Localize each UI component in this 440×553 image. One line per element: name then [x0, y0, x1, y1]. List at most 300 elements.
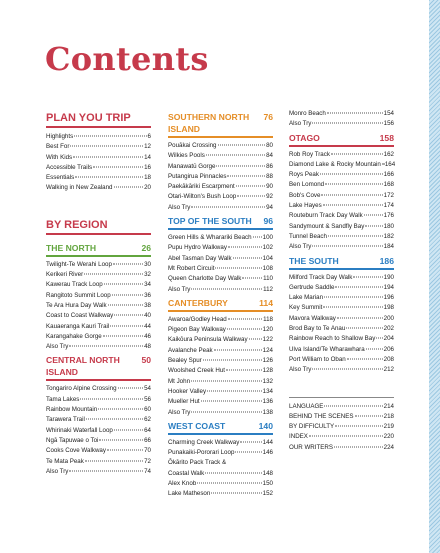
toc-entry-page-number: 168	[383, 181, 394, 189]
toc-entry-title: Bob's Cove	[289, 191, 321, 199]
toc-entry[interactable]	[46, 436, 151, 446]
toc-entry[interactable]	[289, 109, 394, 119]
toc-entry-title: Port William to Oban	[289, 355, 346, 363]
toc-entry[interactable]	[46, 173, 151, 183]
toc-entry[interactable]	[289, 293, 394, 303]
toc-entry[interactable]	[168, 243, 273, 253]
toc-entry-title: Accessible Trails	[46, 163, 93, 171]
toc-entry-page-number: 164	[384, 160, 396, 168]
toc-entry[interactable]	[289, 443, 394, 453]
toc-entry[interactable]	[289, 273, 394, 283]
toc-entry-page-number: 156	[383, 120, 394, 128]
toc-entry[interactable]	[289, 170, 394, 180]
toc-entry-page-number: 144	[262, 438, 273, 446]
toc-list-canterbury	[168, 315, 273, 418]
toc-entry-leader-dots	[206, 155, 265, 156]
toc-list-top-south	[168, 233, 273, 295]
toc-entry-leader-dots	[236, 186, 265, 187]
toc-entry[interactable]	[168, 387, 273, 397]
toc-entry[interactable]	[168, 408, 273, 418]
toc-entry-leader-dots	[226, 370, 262, 371]
toc-entry-leader-dots	[191, 206, 265, 207]
toc-entry-title: Ngā Tapuwae o Toi	[46, 436, 99, 444]
toc-list-southern	[168, 141, 273, 213]
toc-entry-leader-dots	[191, 411, 261, 412]
toc-entry-title: Gertrude Saddle	[289, 283, 335, 291]
toc-entry[interactable]	[46, 322, 151, 332]
toc-entry-leader-dots	[382, 163, 384, 164]
toc-entry-page-number: 118	[263, 315, 273, 323]
toc-entry-title: Pouākai Crossing	[168, 142, 217, 149]
toc-entry-title: Rainbow Mountain	[46, 406, 98, 414]
toc-entry-leader-dots	[69, 470, 143, 471]
toc-entry-title: Tongariro Alpine Crossing	[46, 385, 117, 393]
toc-entry-title: OUR WRITERS	[289, 443, 333, 451]
region-heading-top-of-the-south[interactable]: TOP OF THE SOUTH 96	[168, 215, 273, 230]
toc-entry[interactable]	[168, 325, 273, 335]
toc-entry-page-number: 64	[144, 426, 151, 434]
toc-entry[interactable]	[289, 412, 394, 422]
toc-entry[interactable]	[46, 457, 151, 467]
toc-column-1	[46, 111, 151, 477]
toc-entry-page-number: 132	[262, 377, 273, 385]
page-edge-texture	[429, 0, 440, 553]
toc-entry-leader-dots	[191, 288, 262, 289]
toc-entry-title: Putangirua Pinnacles	[168, 172, 227, 180]
toc-entry-page-number: 198	[383, 304, 394, 312]
toc-entry-leader-dots	[325, 184, 383, 185]
toc-entry[interactable]	[46, 405, 151, 415]
toc-list-central	[46, 384, 151, 477]
toc-entry-title: With Kids	[46, 153, 73, 161]
toc-entry-page-number: 150	[262, 480, 273, 488]
toc-entry[interactable]	[46, 153, 151, 163]
toc-entry[interactable]	[168, 162, 273, 172]
toc-entry-page-number: 40	[144, 312, 151, 320]
toc-entry-title: Paekākāriki Escarpment	[168, 183, 235, 191]
toc-entry[interactable]	[289, 283, 394, 293]
toc-entry-leader-dots	[211, 493, 261, 494]
toc-entry-leader-dots	[114, 187, 144, 188]
toc-entry[interactable]	[168, 192, 273, 202]
toc-entry-page-number: 172	[383, 191, 394, 199]
toc-entry-leader-dots	[323, 205, 383, 206]
toc-entry[interactable]	[168, 172, 273, 182]
toc-entry[interactable]	[289, 222, 394, 232]
toc-entry[interactable]	[168, 182, 273, 192]
toc-column-2	[168, 111, 273, 500]
toc-entry-leader-dots	[312, 123, 382, 124]
toc-entry-leader-dots	[353, 276, 382, 277]
toc-entry-page-number: 206	[383, 345, 394, 353]
toc-entry[interactable]	[168, 397, 273, 407]
toc-entry[interactable]	[46, 384, 151, 394]
toc-entry-page-number: 46	[144, 332, 151, 340]
toc-entry[interactable]	[289, 201, 394, 211]
toc-entry-page-number: 90	[266, 183, 273, 191]
toc-entry-title: Kawerau Track Loop	[46, 281, 103, 289]
toc-entry-title: Punakaiki-Pororari Loop	[168, 449, 235, 457]
toc-entry-page-number: 20	[144, 184, 151, 192]
toc-entry-leader-dots	[197, 483, 261, 484]
toc-entry-title: Pupu Hydro Walkway	[168, 244, 227, 252]
toc-entry-page-number: 146	[262, 449, 273, 457]
toc-entry-title: Best For	[46, 143, 70, 151]
toc-entry-title: Brod Bay to Te Anau	[289, 325, 346, 333]
toc-entry[interactable]	[168, 469, 273, 479]
toc-entry-page-number: 190	[383, 273, 394, 281]
toc-entry[interactable]	[289, 432, 394, 442]
toc-entry-title: Queen Charlotte Day Walk	[168, 275, 242, 283]
toc-entry[interactable]	[46, 467, 151, 477]
toc-entry-page-number: 212	[383, 366, 394, 374]
toc-entry-leader-dots	[69, 346, 143, 347]
toc-entry[interactable]	[289, 402, 394, 412]
toc-entry-page-number: 70	[144, 447, 151, 455]
toc-entry-leader-dots	[346, 328, 382, 329]
toc-entry-page-number: 176	[383, 212, 394, 220]
toc-entry-title: Rangitoto Summit Loop	[46, 291, 111, 299]
toc-entry-page-number: 100	[262, 234, 273, 242]
toc-entry[interactable]	[289, 324, 394, 334]
toc-entry[interactable]	[46, 270, 151, 280]
toc-entry-leader-dots	[327, 113, 383, 114]
toc-entry-title: Pigeon Bay Walkway	[168, 326, 226, 334]
toc-entry-page-number: 54	[144, 385, 151, 393]
toc-entry[interactable]	[46, 426, 151, 436]
region-heading-north[interactable]: THE NORTH 26	[46, 242, 151, 257]
toc-entry[interactable]	[46, 342, 151, 352]
toc-entry-leader-dots	[242, 278, 262, 279]
toc-entry-leader-dots	[347, 358, 383, 359]
toc-entry-leader-dots	[335, 426, 383, 427]
toc-entry-page-number: 120	[262, 326, 273, 334]
toc-entry-leader-dots	[324, 297, 383, 298]
toc-entry-title: Twilight-Te Werahi Loop	[46, 260, 112, 268]
toc-list-north	[46, 260, 151, 353]
toc-entry-title: Key Summit	[289, 304, 323, 312]
toc-entry-leader-dots	[80, 398, 143, 399]
toc-entry-page-number: 202	[383, 325, 394, 333]
region-heading-otago[interactable]: OTAGO 158	[289, 132, 394, 147]
toc-entry-page-number: 138	[262, 408, 273, 416]
toc-entry-title: Tama Lakes	[46, 395, 80, 403]
toc-entry-page-number: 200	[383, 314, 394, 322]
toc-entry[interactable]	[46, 163, 151, 173]
region-heading-the-south[interactable]: THE SOUTH 186	[289, 255, 394, 270]
toc-list-back-matter	[289, 402, 394, 453]
toc-entry-title: Diamond Lake & Rocky Mountain	[289, 160, 381, 168]
toc-entry-page-number: 124	[262, 346, 273, 354]
toc-entry-leader-dots	[108, 304, 143, 305]
toc-entry-title: Green Hills & Wharariki Beach	[168, 234, 252, 242]
toc-entry-page-number: 152	[262, 490, 273, 498]
toc-entry-title: Coast to Coast Walkway	[46, 312, 114, 320]
toc-entry-page-number: 104	[262, 254, 273, 262]
toc-entry-title: Mt Robert Circuit	[168, 264, 215, 272]
toc-entry-leader-dots	[114, 315, 143, 316]
toc-entry-leader-dots	[366, 348, 383, 349]
toc-entry-title: Whirinaki Waterfall Loop	[46, 426, 113, 434]
toc-entry-page-number: 182	[383, 232, 394, 240]
toc-entry[interactable]	[168, 141, 273, 151]
toc-entry-leader-dots	[113, 263, 143, 264]
toc-entry-page-number: 32	[144, 271, 151, 279]
toc-entry-title: Kerikeri River	[46, 271, 84, 279]
toc-entry-title: Karangahake Gorge	[46, 332, 102, 340]
region-heading-canterbury[interactable]: CANTERBURY 114	[168, 297, 273, 312]
toc-entry-page-number: 220	[383, 433, 394, 441]
toc-entry-page-number: 214	[383, 402, 394, 410]
toc-entry-page-number: 62	[144, 416, 151, 424]
toc-entry-title: Also Try	[168, 285, 191, 293]
toc-entry-leader-dots	[240, 441, 261, 442]
toc-entry[interactable]	[168, 151, 273, 161]
toc-entry-leader-dots	[84, 274, 143, 275]
toc-entry-title: Te Mata Peak	[46, 457, 84, 465]
toc-entry-page-number: 219	[383, 423, 394, 431]
toc-entry[interactable]	[168, 335, 273, 345]
toc-entry-title: LANGUAGE	[289, 402, 324, 410]
region-heading-central-north-island[interactable]: CENTRAL NORTH ISLAND 50	[46, 354, 151, 381]
toc-entry-leader-dots	[205, 472, 261, 473]
toc-entry-page-number: 208	[383, 355, 394, 363]
toc-entry-title: Ulva Island/Te Wharawhara	[289, 345, 365, 353]
toc-entry-title: Lake Hayes	[289, 202, 322, 210]
toc-entry-title: Also Try	[289, 366, 312, 374]
toc-entry-leader-dots	[237, 196, 265, 197]
toc-entry-page-number: 204	[383, 335, 394, 343]
toc-entry-title: Lake Matheson	[168, 490, 211, 498]
toc-entry-leader-dots	[335, 286, 382, 287]
toc-entry-title: Walking in New Zealand	[46, 184, 113, 192]
toc-entry-page-number: 108	[262, 264, 273, 272]
toc-entry[interactable]	[46, 311, 151, 321]
toc-list-west-coast	[168, 438, 273, 500]
toc-entry-leader-dots	[98, 409, 143, 410]
toc-entry-title: Alex Knob	[168, 480, 197, 488]
toc-entry-title: INDEX	[289, 433, 308, 441]
toc-entry-leader-dots	[99, 439, 143, 440]
toc-entry-leader-dots	[207, 390, 262, 391]
section-heading-plan: PLAN YOU TRIP	[46, 111, 151, 128]
toc-entry-leader-dots	[216, 165, 265, 166]
toc-entry[interactable]	[168, 274, 273, 284]
toc-entry[interactable]	[168, 377, 273, 387]
toc-entry-page-number: 166	[383, 171, 394, 179]
toc-entry[interactable]	[289, 191, 394, 201]
toc-entry-leader-dots	[203, 360, 262, 361]
toc-entry-leader-dots	[110, 325, 143, 326]
toc-entry-page-number: 72	[144, 457, 151, 465]
toc-entry-title: Also Try	[46, 467, 69, 475]
toc-entry-leader-dots	[103, 335, 143, 336]
toc-entry[interactable]	[46, 280, 151, 290]
toc-entry[interactable]	[168, 438, 273, 448]
toc-entry[interactable]	[168, 366, 273, 376]
toc-entry-leader-dots	[107, 450, 143, 451]
toc-entry-leader-dots	[355, 415, 383, 416]
toc-entry[interactable]	[46, 142, 151, 152]
toc-entry-page-number: 196	[383, 294, 394, 302]
toc-entry-page-number: 154	[383, 110, 394, 117]
toc-entry[interactable]	[168, 285, 273, 295]
toc-entry-leader-dots	[334, 446, 383, 447]
toc-entry-page-number: 162	[383, 150, 394, 158]
toc-entry[interactable]	[168, 489, 273, 499]
toc-entry-leader-dots	[118, 388, 144, 389]
toc-entry-title: Tarawera Trail	[46, 416, 85, 424]
toc-entry-leader-dots	[365, 225, 382, 226]
toc-list-the-south	[289, 273, 394, 376]
toc-entry-leader-dots	[104, 284, 143, 285]
toc-entry-leader-dots	[228, 318, 262, 319]
toc-entry[interactable]	[46, 291, 151, 301]
toc-entry-page-number: 122	[262, 336, 273, 344]
toc-entry-title: Cooks Cove Walkway	[46, 447, 106, 455]
toc-entry[interactable]	[168, 356, 273, 366]
toc-entry-title: Mavora Walkway	[289, 314, 336, 322]
toc-entry[interactable]	[168, 264, 273, 274]
toc-entry-page-number: 92	[266, 193, 273, 201]
toc-entry[interactable]	[168, 254, 273, 264]
toc-entry-leader-dots	[86, 419, 143, 420]
toc-entry-leader-dots	[312, 246, 382, 247]
toc-entry-page-number: 148	[262, 469, 273, 477]
toc-entry[interactable]	[289, 314, 394, 324]
toc-entry[interactable]	[168, 203, 273, 213]
toc-entry-leader-dots	[228, 247, 262, 248]
toc-entry-page-number: 34	[144, 281, 151, 289]
toc-entry-leader-dots	[331, 153, 383, 154]
toc-entry[interactable]	[168, 448, 273, 458]
toc-entry-page-number: 126	[262, 357, 273, 365]
toc-entry-page-number: 6	[147, 133, 151, 140]
toc-list-west-coast-continued	[289, 109, 394, 130]
toc-entry-title: Essentials	[46, 174, 75, 182]
toc-entry-leader-dots	[75, 177, 143, 178]
toc-entry-title: Awaroa/Godley Head	[168, 315, 227, 323]
toc-entry[interactable]	[289, 365, 394, 375]
toc-entry-page-number: 184	[383, 243, 394, 251]
toc-entry-page-number: 94	[266, 203, 273, 211]
toc-entry[interactable]	[168, 315, 273, 325]
toc-entry[interactable]	[168, 458, 273, 468]
toc-entry-page-number: 48	[144, 343, 151, 351]
toc-entry[interactable]	[289, 242, 394, 252]
toc-entry-page-number: 56	[144, 395, 151, 403]
back-matter-divider	[289, 397, 394, 399]
toc-entry-page-number: 18	[144, 174, 151, 182]
toc-entry-page-number: 112	[263, 285, 273, 293]
toc-entry-title: Bealey Spur	[168, 357, 202, 365]
toc-entry-title: Milford Track Day Walk	[289, 273, 353, 281]
toc-entry-leader-dots	[85, 460, 143, 461]
toc-entry[interactable]	[289, 150, 394, 160]
toc-entry[interactable]	[289, 211, 394, 221]
toc-entry[interactable]	[46, 332, 151, 342]
toc-entry[interactable]	[46, 395, 151, 405]
toc-entry-title: Also Try	[168, 408, 191, 416]
toc-entry[interactable]	[46, 415, 151, 425]
toc-entry[interactable]	[46, 446, 151, 456]
page-title: Contents	[45, 40, 209, 78]
toc-entry-leader-dots	[74, 136, 146, 137]
section-heading-by-region: BY REGION	[46, 218, 151, 235]
toc-entry-title: Ben Lomond	[289, 181, 325, 189]
toc-entry-title: Manawatū Gorge	[168, 162, 216, 170]
toc-entry-leader-dots	[93, 166, 143, 167]
toc-entry[interactable]	[289, 180, 394, 190]
toc-entry-page-number: 66	[144, 436, 151, 444]
toc-entry[interactable]	[46, 260, 151, 270]
toc-entry[interactable]	[289, 160, 394, 170]
toc-entry-title: Ōkārito Pack Track &	[168, 459, 227, 467]
toc-entry-title: Also Try	[289, 243, 312, 251]
toc-entry[interactable]	[168, 346, 273, 356]
toc-entry-page-number: 12	[144, 143, 151, 151]
toc-entry[interactable]	[46, 132, 151, 142]
toc-entry-page-number: 194	[383, 283, 394, 291]
toc-entry[interactable]	[168, 479, 273, 489]
toc-entry-title: Abel Tasman Day Walk	[168, 254, 232, 262]
toc-entry-title: Rob Roy Track	[289, 150, 330, 158]
toc-entry-leader-dots	[235, 452, 261, 453]
toc-entry-page-number: 36	[144, 291, 151, 299]
toc-entry[interactable]	[289, 345, 394, 355]
toc-entry-title: Hooker Valley	[168, 387, 207, 395]
toc-entry-page-number: 136	[262, 398, 273, 406]
toc-entry-leader-dots	[323, 307, 382, 308]
toc-entry[interactable]	[168, 233, 273, 243]
toc-entry-page-number: 80	[266, 142, 273, 149]
toc-entry[interactable]	[289, 119, 394, 129]
toc-entry-title: BEHIND THE SCENES	[289, 412, 354, 420]
toc-entry-leader-dots	[227, 329, 262, 330]
toc-entry-title: Wilkies Pools	[168, 152, 205, 160]
toc-entry-page-number: 88	[266, 172, 273, 180]
toc-entry-leader-dots	[309, 436, 383, 437]
toc-entry-page-number: 84	[266, 152, 273, 160]
toc-entry-page-number: 16	[144, 163, 151, 171]
toc-entry-page-number: 38	[144, 301, 151, 309]
toc-entry-leader-dots	[337, 317, 383, 318]
toc-entry-title: Te Ara Hura Day Walk	[46, 301, 107, 309]
toc-entry-leader-dots	[233, 257, 262, 258]
toc-entry[interactable]	[289, 422, 394, 432]
toc-entry-title: Highlights	[46, 133, 74, 140]
toc-entry[interactable]	[289, 303, 394, 313]
region-heading-west-coast[interactable]: WEST COAST 140	[168, 420, 273, 435]
toc-entry-title: Tunnel Beach	[289, 232, 327, 240]
toc-entry-page-number: 218	[383, 412, 394, 420]
region-heading-southern-north-island[interactable]: SOUTHERN NORTH ISLAND 76	[168, 111, 273, 138]
toc-entry-title: Charming Creek Walkway	[168, 438, 240, 446]
toc-entry-leader-dots	[249, 339, 262, 340]
toc-entry-title: Sandymount & Sandfly Bay	[289, 222, 365, 230]
toc-entry-leader-dots	[328, 235, 383, 236]
toc-entry-page-number: 224	[383, 443, 394, 451]
toc-entry[interactable]	[289, 355, 394, 365]
toc-entry-title: Otari-Wilton's Bush Loop	[168, 193, 237, 201]
toc-entry-leader-dots	[364, 215, 383, 216]
toc-entry[interactable]	[46, 183, 151, 193]
toc-entry[interactable]	[46, 301, 151, 311]
toc-entry-page-number: 102	[262, 244, 273, 252]
toc-entry-title: BY DIFFICULTY	[289, 423, 335, 431]
toc-entry[interactable]	[289, 334, 394, 344]
toc-entry[interactable]	[289, 232, 394, 242]
